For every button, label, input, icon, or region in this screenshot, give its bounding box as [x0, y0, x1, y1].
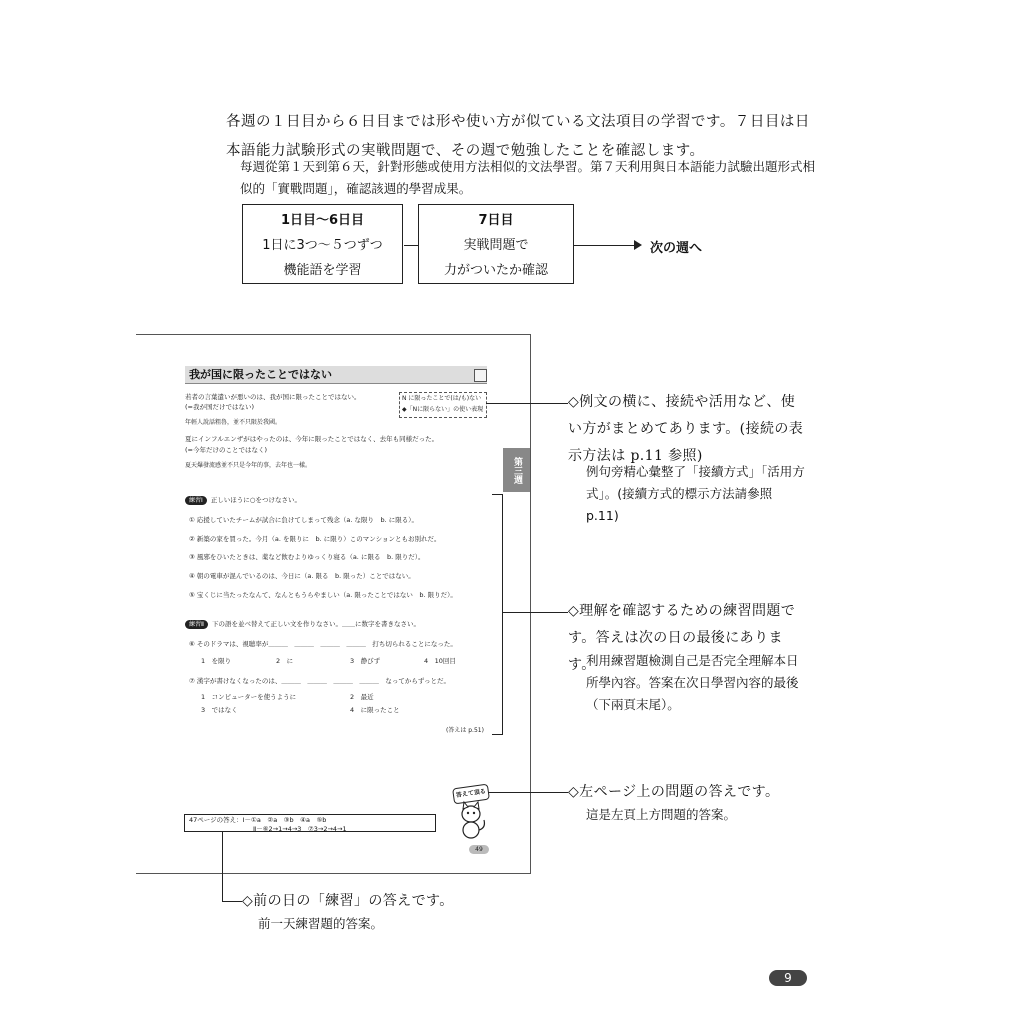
note-previous-day-zh: 前一天練習題的答案。: [258, 916, 384, 931]
flow-box-days-1-6: [242, 204, 403, 284]
sample-example1-zh: 年輕人說話粗魯，並不只限於我國。: [185, 419, 282, 426]
flow-box2-line1: 7日目: [478, 213, 514, 228]
drill2-q7-opt3: 3 ではなく: [201, 706, 238, 714]
usage-note-line1: N に限ったことで(は/も)ない: [402, 395, 482, 402]
bracket-drill-top: [492, 494, 503, 495]
flow-box1-line3: 機能語を学習: [283, 263, 362, 278]
flow-box1-line2: 1日に3つ〜５つずつ: [262, 238, 383, 253]
note-usage: ◇例文の横に、接続や活用など、使い方がまとめてあります。(接続の表示方法は p.11 参照): [568, 394, 804, 464]
answers-line1: 47ページの答え：Ⅰ－①a ②a ③b ④a ⑤b: [189, 816, 327, 824]
note-usage-zh: 例句旁精心彙整了「接續方式」「活用方式」。(接續方式的標示方法請參照 p.11): [586, 464, 805, 523]
drill2-q6-opt2: 2 に: [276, 657, 294, 665]
drill2-q6-opt3: 3 静びず: [350, 657, 381, 665]
drill1-item-1: ① 応援していたチームが試合に負けてしまって残念（a. な限り b. に限る）。: [189, 516, 419, 524]
drill2-header: [185, 620, 420, 629]
drill2-badge: 練習Ⅱ: [185, 620, 208, 629]
callout-line-4-vertical: [222, 832, 223, 901]
answers-line2: Ⅱ－⑥2→1→4→3 ⑦3→2→4→1: [253, 824, 347, 833]
flow-arrow-head: [634, 240, 642, 250]
flow-next-label: 次の週へ: [650, 241, 703, 256]
drill2-q6-opt4: 4 10回目: [424, 657, 456, 665]
flow-arrow-2: [574, 245, 636, 246]
note-answers: ◇左ページ上の問題の答えです。: [568, 784, 780, 800]
sample-example2: 夏にインフルエンザがはやったのは、今年に限ったことではなく、去年も同様だった。: [185, 435, 439, 443]
callout-line-2: [502, 612, 568, 613]
intro-japanese: 各週の１日目から６日目までは形や使い方が似ている文法項目の学習です。７日目は日本語能力試験形式の実戦問題で、その週で勉強したことを確認します。: [226, 114, 810, 159]
flow-box2-line2: 実戦問題で: [463, 238, 529, 253]
drill1-item-5: ⑤ 宝くじに当たったなんて、なんともうらやましい（a. 限ったことではない b. 限りだ）。: [189, 591, 457, 599]
sample-title: 我が国に限ったことではない: [185, 366, 487, 384]
drill2-q7-opt1: 1 コンピューターを使うように: [201, 693, 297, 701]
note-practice-zh: 利用練習題檢測自己是否完全理解本日所學內容。答案在次日學習內容的最後（下兩頁末尾）。: [586, 653, 799, 712]
intro-chinese: 每週從第１天到第６天，針對形態或使用方法相似的文法學習。第７天利用與日本語能力試驗出題形式相似的「實戰問題」，確認該週的學習成果。: [240, 159, 816, 196]
usage-note-line2: ◆「Nに限らない」の使い表現: [402, 406, 484, 413]
callout-line-3: [488, 792, 568, 793]
note-answers-zh: 這是左頁上方問題的答案。: [586, 807, 737, 822]
usage-note-box: [399, 392, 487, 418]
drill2-question-6: ⑥ そのドラマは、視聴率が＿＿＿ ＿＿＿ ＿＿＿ ＿＿＿ 打ち切られることになった。: [189, 640, 457, 648]
page-number: 9: [769, 970, 807, 986]
previous-answers-box: [184, 814, 436, 832]
callout-line-1: [486, 403, 568, 404]
drill1-instruction: 正しいほうに○をつけなさい。: [210, 496, 301, 504]
drill1-item-2: ② 新築の家を買った。今月（a. を限りに b. に限り）このマンションともお別れだ。: [189, 535, 441, 543]
speech-bubble-text: 答えて頂る: [455, 787, 487, 800]
note-previous-day: ◇前の日の「練習」の答えです。: [242, 893, 454, 909]
flow-box1-line1: 1日目〜6日目: [280, 213, 365, 228]
drill2-q7-opt4: 4 に限ったこと: [350, 706, 400, 714]
drill2-q7-opt2: 2 最近: [350, 693, 374, 701]
bracket-drill-bottom: [492, 734, 503, 735]
callout-line-4: [222, 901, 242, 902]
drill2-q6-opt1: 1 を限り: [201, 657, 232, 665]
flow-arrow-1: [404, 245, 418, 246]
sample-example1-gloss: (=我が国だけではない): [185, 403, 255, 411]
flow-box2-line3: 力がついたか確認: [443, 263, 548, 278]
drill1-header: [185, 496, 301, 505]
cat-mascot-icon: [454, 800, 488, 840]
sample-example1: 若者の言葉遣いが悪いのは、我が国に限ったことではない。: [185, 393, 361, 401]
bracket-drill-vertical: [502, 494, 503, 734]
drill1-item-4: ④ 朝の電車が混んでいるのは、今日に（a. 限る b. 限った）ことではない。: [189, 572, 415, 580]
sample-example2-gloss: (=今年だけのことではなく): [185, 446, 268, 454]
sample-example2-zh: 夏天爆發流感並不只是今年的事，去年也一樣。: [185, 462, 312, 469]
week-tab: 第三週: [503, 448, 530, 492]
answer-reference: (答えは p.51): [446, 727, 484, 734]
drill2-question-7: ⑦ 漢字が書けなくなったのは、＿＿＿ ＿＿＿ ＿＿＿ ＿＿＿ なってからずっとだ。: [189, 677, 451, 685]
flow-box-day-7: [418, 204, 574, 284]
drill1-item-3: ③ 風邪をひいたときは、薬など飲むよりゆっくり寝る（a. に限る b. 限りだ）。: [189, 553, 425, 561]
sample-page-number: 49: [469, 845, 489, 854]
title-icon: [474, 369, 487, 382]
drill1-badge: 練習Ⅰ: [185, 496, 207, 505]
drill2-instruction: 下の語を並べ替えて正しい文を作りなさい。＿＿に数字を書きなさい。: [211, 620, 420, 628]
note-practice: ◇理解を確認するための練習問題です。答えは次の日の最後にあります。: [568, 603, 796, 673]
